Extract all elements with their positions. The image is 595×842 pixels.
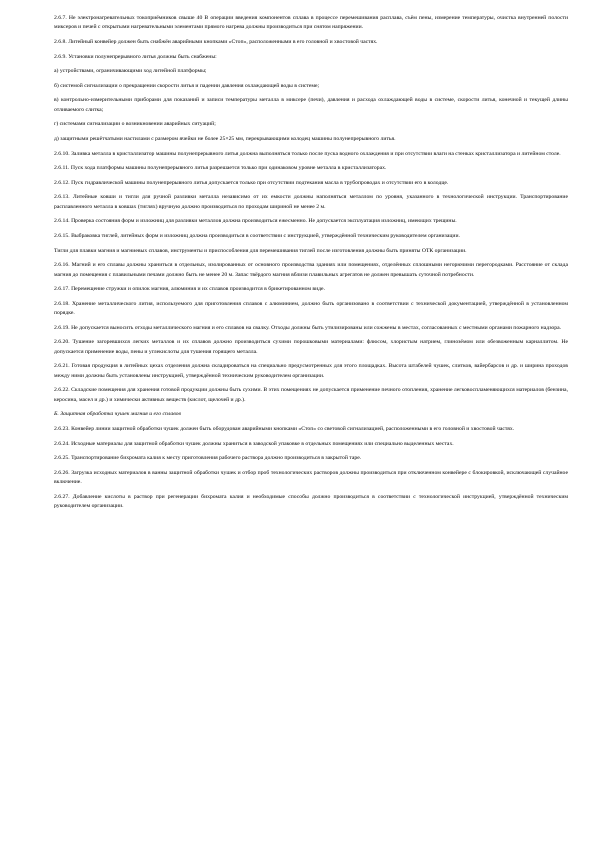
paragraph: 2.6.21. Готовая продукция в литейных цехах отделения должна складироваться на специально предусмотренных для этого площадках. Высота штабелей чушек, слитков, вайербарсов и др. и ширина проходов между ними должны быть установлены инструкцией, утверждённой техническим руководителем организации.	[54, 363, 568, 379]
paragraph: 2.6.19. Не допускается выносить отходы металлического магния и его сплавов на свалку. Отходы должны быть утилизированы или сожжены в местах, согласованных с местными органами пожарного надзора.	[54, 324, 562, 331]
paragraph: 2.6.12. Пуск гидравлической машины полунепрерывного литья допускается только при отсутствии подтекания масла в трубопроводах и отсутствии его в колодце.	[54, 179, 449, 186]
paragraph: 2.6.24. Исходные материалы для защитной обработки чушек должны храниться в заводской упаковке в отдельных помещениях или специально выделенных местах.	[54, 440, 454, 447]
list-item: а) устройствами, ограничивающими ход литейной платформы;	[54, 68, 207, 75]
paragraph: 2.6.15. Выбраковка тиглей, литейных форм и изложниц должна производиться в соответствии с инструкцией, утверждённой техническим руководителем организации.	[54, 232, 460, 239]
paragraph: 2.6.7. Не электронагревательных токоприёмников свыше 40 В операции введения компонентов сплава в процессе перемешивания расплава, съём пены, измерение температуры, очистка внутренней полости миксеров и печей с открытыми нагревательными элементами прямого нагрева должны производиться при снятом напряжении.	[54, 15, 568, 31]
paragraph: 2.6.8. Литейный конвейер должен быть снабжён аварийными кнопками «Стоп», расположенными в его головной и хвостовой частях.	[54, 39, 378, 45]
paragraph: 2.6.20. Тушение загоревшихся легких металлов и их сплавов должно производиться сухими порошковыми материалами: флюсом, хлористым натрием, глинозёмом или обезвоженным карналлитом. Не допускается применение воды, пены и углекислоты для тушения горящего металла.	[54, 339, 568, 355]
section-heading: Б. Защитная обработка чушек магния и его сплавов	[54, 411, 181, 418]
paragraph: 2.6.18. Хранение металлического лития, используемого для приготовления сплавов с алюминием, должно быть организовано в соответствии с технической документацией, утверждённой в установленном порядке.	[54, 300, 568, 317]
paragraph: 2.6.17. Перемещение стружки и опилок магния, алюминия и их сплавов производится в брикетированном виде.	[54, 286, 325, 293]
list-item: д) защитными решётчатыми настилами с размером ячейки не более 25×25 мм, перекрывающими колодец машины полунепрерывного литья.	[54, 135, 396, 142]
paragraph: 2.6.23. Конвейер линии защитной обработки чушек должен быть оборудован аварийными кнопками «Стоп» со световой сигнализацией, расположенными в его головной и хвостовой частях.	[54, 425, 515, 432]
list-item: в) контрольно-измерительными приборами для показаний и записи температуры металла в миксере (печи), давления и расхода охлаждающей воды в системе, скорости литья, конечной и текущей длины отливаемого слитка;	[54, 97, 568, 113]
paragraph: 2.6.27. Добавление кислоты в раствор при регенерации бихромата калия и необходимые способы должно производиться в соответствии с технологической инструкцией, утверждённой техническим руководителем организации.	[54, 493, 568, 510]
paragraph: 2.6.10. Заливка металла в кристаллизатор машины полунепрерывного литья должна выполняться только после пуска водного охлаждения и при отсутствии влаги на стенках кристаллизатора и литейном столе.	[54, 150, 561, 157]
list-item: б) системой сигнализации о прекращении скорости литья и падении давления охлаждающей воды в системе;	[54, 82, 320, 89]
paragraph: 2.6.13. Литейные ковши и тигли для ручной разливки металла независимо от их емкости должны наполняться металлом по уровня, указанного в технологической инструкции. Транспортирование расплавленного металла в ковшах (тиглях) вручную должно производиться по проходам шириной не менее 2 м.	[54, 194, 568, 210]
paragraph: 2.6.9. Установки полунепрерывного литья должны быть снабжены:	[54, 53, 217, 60]
list-item: г) системами сигнализации о возникновении аварийных ситуаций;	[54, 121, 216, 128]
paragraph: 2.6.11. Пуск хода платформы машины полунепрерывного литья разрешается только при одинаковом уровне металла в кристаллизаторах.	[54, 165, 387, 172]
paragraph: 2.6.22. Складские помещения для хранения готовой продукции должны быть сухими. В этих помещениях не допускается применение печного отопления, хранение легковоспламеняющихся материалов (бензина, керосина, масел и др.) и химически активных веществ (кислот, щелочей и др.).	[54, 387, 568, 403]
paragraph: Тигли для плавки магния и магниевых сплавов, инструменты и приспособления для перемешивания тиглей после изготовления должны быть приняты ОТК организации.	[54, 247, 467, 254]
paragraph: 2.6.16. Магний и его сплавы должны храниться в отдельных, изолированных от основного производства зданиях или помещениях, отделённых сплошными негорючими перегородками. Расстояние от склада магния до помещения с плавильными печами должно быть не менее 20 м. Запас твёрдого магния вблизи плавильных агрегатов не должен превышать суточной потребности.	[54, 262, 568, 278]
paragraph: 2.6.25. Транспортирование бихромата калия к месту приготовления рабочего раствора должно производиться в закрытой таре.	[54, 455, 362, 462]
paragraph: 2.6.26. Загрузка исходных материалов в ванны защитной обработки чушек и отбор проб технологических растворов должны производиться при отключенном конвейере с блокировкой, исключающей случайное включение.	[54, 469, 568, 486]
paragraph: 2.6.14. Проверка состояния форм и изложниц для разливки металлов должна производиться ежесменно. Не допускается эксплуатация изложниц, имеющих трещины.	[54, 218, 457, 225]
